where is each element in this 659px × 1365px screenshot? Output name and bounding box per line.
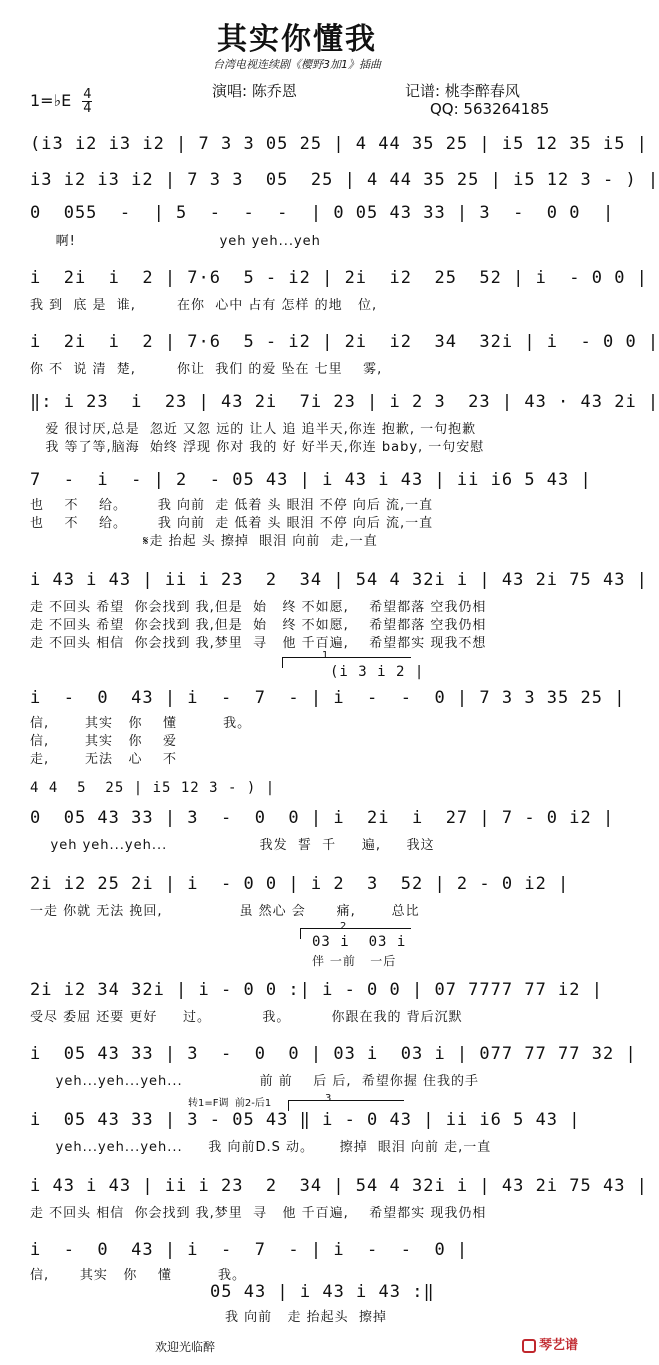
song-title: 其实你懂我 (217, 22, 377, 57)
lyric-row-6a: 爱 很讨厌,总是 忽近 又忽 远的 让人 追 追半天,你连 抱歉, 一句抱歉 (30, 422, 477, 437)
notation-row-6: ‖: i 23 i 23 | 43 2i 7i 23 | i 2 3 23 | 43 · 43 2i | (30, 392, 659, 412)
lyric-row-12-prefix: 伴 一前 一后 (312, 954, 397, 968)
notation-row-17: 05 43 | i 43 i 43 :‖ (210, 1282, 435, 1302)
lyric-row-8b: 走 不回头 希望 你会找到 我,但是 始 终 不如愿, 希望都落 空我仍相 (30, 618, 487, 633)
notation-row-10: 0 05 43 33 | 3 - 0 0 | i 2i i 27 | 7 - 0 i2 | (30, 808, 615, 828)
lyric-row-14: yeh...yeh...yeh... 我 向前D.S 动。 擦掉 眼泪 向前 走,一直 (30, 1140, 492, 1155)
notation-row-2: i3 i2 i3 i2 | 7 3 3 05 25 | 4 44 35 25 | i5 12 3 - ) | (30, 170, 659, 190)
lyric-row-3: 啊! yeh yeh...yeh (30, 234, 321, 249)
notation-row-13: i 05 43 33 | 3 - 0 0 | 03 i 03 i | 077 77 77 32 | (30, 1044, 637, 1064)
volta-2-label: 2 (340, 921, 347, 932)
notation-row-4: i 2i i 2 | 7·6 5 - i2 | 2i i2 25 52 | i - 0 0 | (30, 268, 648, 288)
notation-row-10-top: 4 4 5 25 | i5 12 3 - ) | (30, 780, 276, 796)
footer-welcome: 欢迎光临醉 (155, 1340, 216, 1354)
brand-logo[interactable] (522, 1334, 578, 1353)
modulation-note: 转1=F调 前2-后1 (188, 1098, 272, 1109)
brand-name: 琴艺谱 (539, 1338, 579, 1353)
volta-3-label: 3 (325, 1093, 332, 1104)
lyric-row-11: 一走 你就 无法 挽回, 虽 然心 会 痛, 总比 (30, 904, 420, 919)
notation-row-12-prefix: 03 i 03 i (312, 934, 407, 950)
lyric-row-9a: 信, 其实 你 懂 我。 (30, 716, 252, 731)
notation-row-9-prefix: (i 3 i 2 | (330, 664, 425, 680)
lyric-row-5: 你 不 说 清 楚, 你让 我们 的爱 坠在 七里 雾, (30, 362, 383, 377)
lyric-row-8c: 走 不回头 相信 你会找到 我,梦里 寻 他 千百遍, 希望都实 现我不想 (30, 636, 487, 651)
notation-row-9: i - 0 43 | i - 7 - | i - - 0 | 7 3 3 35 25 | (30, 688, 626, 708)
lyric-row-7a: 也 不 给。 我 向前 走 低着 头 眼泪 不停 向后 流,一直 (30, 498, 434, 513)
notation-row-12: 2i i2 34 32i | i - 0 0 :| i - 0 0 | 07 7777 77 i2 | (30, 980, 603, 1000)
qq-number: QQ: 563264185 (430, 100, 550, 118)
key-label: 1=♭E (30, 91, 72, 110)
key-signature (30, 88, 92, 115)
notation-row-3: 0 055 - | 5 - - - | 0 05 43 33 | 3 - 0 0 | (30, 203, 615, 223)
notation-row-7: 7 - i - | 2 - 05 43 | i 43 i 43 | ii i6 5 43 | (30, 470, 592, 490)
lyric-row-16: 信, 其实 你 懂 我。 (30, 1268, 247, 1283)
lyric-row-7b: 也 不 给。 我 向前 走 低着 头 眼泪 不停 向后 流,一直 (30, 516, 434, 531)
notation-row-15: i 43 i 43 | ii i 23 2 34 | 54 4 32i i | 43 2i 75 43 | (30, 1176, 648, 1196)
notation-row-14: i 05 43 33 | 3 - 05 43 ‖ i - 0 43 | ii i6 5 43 | (30, 1110, 581, 1130)
notation-row-1: (i3 i2 i3 i2 | 7 3 3 05 25 | 4 44 35 25 | i5 12 35 i5 | (30, 134, 648, 154)
lyric-row-10: yeh yeh...yeh... 我发 誓 千 遍, 我这 (30, 838, 435, 853)
brand-logo-icon (522, 1339, 536, 1353)
meter-bottom: 4 (83, 101, 92, 116)
lyric-row-4: 我 到 底 是 谁, 在你 心中 占有 怎样 的地 位, (30, 298, 378, 313)
transcriber-credit: 记谱: 桃李醉春风 (405, 82, 520, 100)
notation-row-5: i 2i i 2 | 7·6 5 - i2 | 2i i2 34 32i | i - 0 0 | (30, 332, 659, 352)
lyric-row-12: 受尽 委屈 还要 更好 过。 我。 你跟在我的 背后沉默 (30, 1010, 463, 1025)
time-signature (82, 88, 92, 115)
lyric-row-9b: 信, 其实 你 爱 (30, 734, 177, 749)
notation-row-8: i 43 i 43 | ii i 23 2 34 | 54 4 32i i | 43 2i 75 43 | (30, 570, 648, 590)
volta-1-label: 1 (322, 650, 329, 661)
singer-credit: 演唱: 陈乔恩 (212, 82, 297, 100)
meter-top: 4 (83, 87, 92, 102)
lyric-row-15: 走 不回头 相信 你会找到 我,梦里 寻 他 千百遍, 希望都实 现我仍相 (30, 1206, 487, 1221)
song-subtitle: 台湾电视连续剧《樱野3加1》插曲 (213, 58, 381, 71)
lyric-row-13: yeh...yeh...yeh... 前 前 后 后, 希望你握 住我的手 (30, 1074, 479, 1089)
notation-row-16: i - 0 43 | i - 7 - | i - - 0 | (30, 1240, 469, 1260)
notation-row-11: 2i i2 25 2i | i - 0 0 | i 2 3 52 | 2 - 0 i2 | (30, 874, 570, 894)
lyric-row-7c: 𝄋走 抬起 头 擦掉 眼泪 向前 走,一直 (30, 534, 378, 549)
lyric-row-6b: 我 等了等,脑海 始终 浮现 你对 我的 好 好半天,你连 baby, 一句安慰 (30, 440, 485, 455)
lyric-row-9c: 走, 无法 心 不 (30, 752, 177, 767)
lyric-row-8a: 走 不回头 希望 你会找到 我,但是 始 终 不如愿, 希望都落 空我仍相 (30, 600, 487, 615)
lyric-row-17: 我 向前 走 抬起头 擦掉 (225, 1310, 387, 1325)
